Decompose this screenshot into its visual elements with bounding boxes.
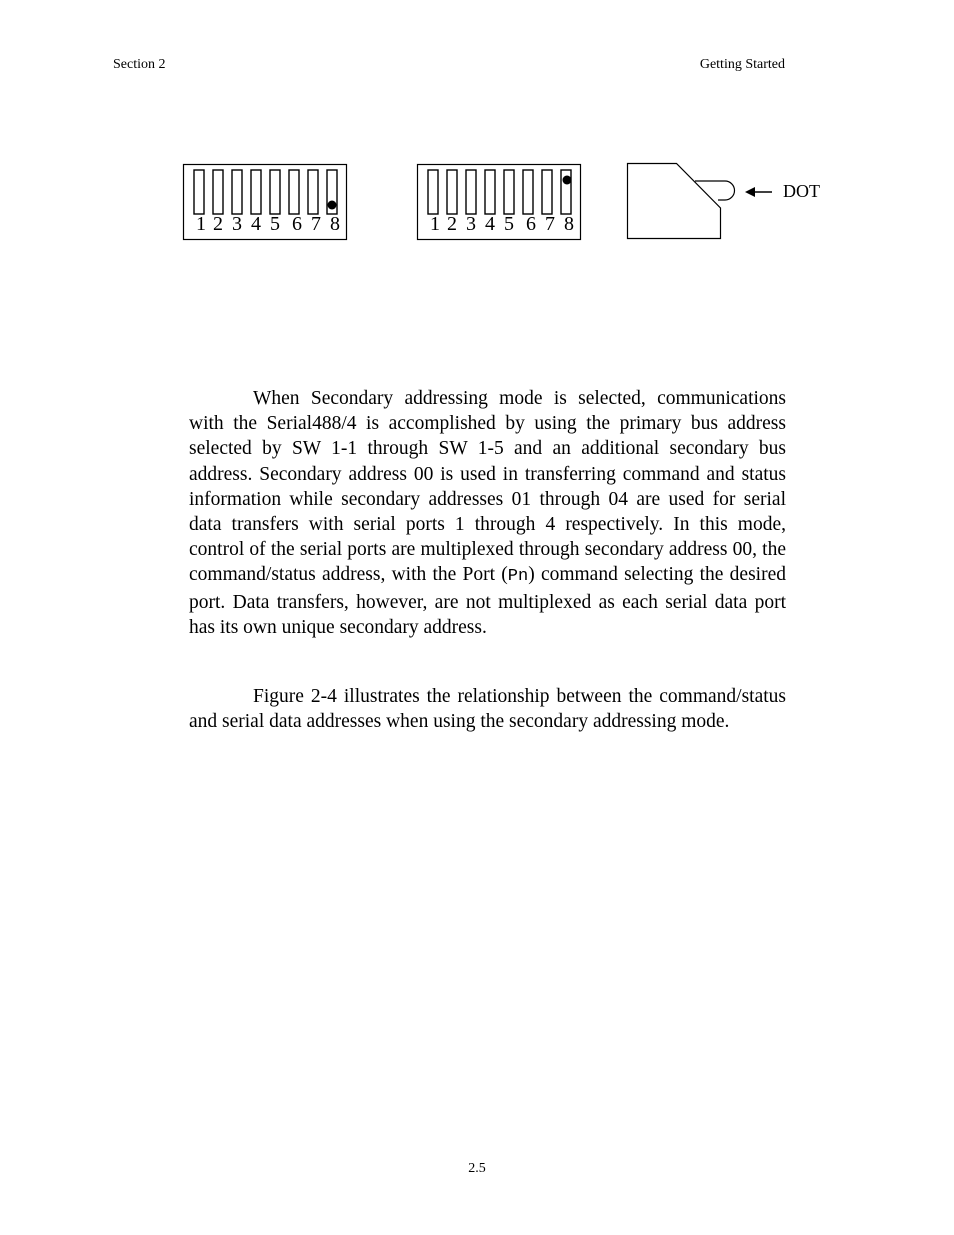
switch-label: 1 <box>196 213 206 235</box>
arrow-left-icon <box>745 187 772 197</box>
port-command-code: Pn <box>507 567 529 587</box>
switch-label: 4 <box>485 213 495 235</box>
switch-label: 7 <box>545 213 555 235</box>
chip-outline-diagram <box>628 164 821 239</box>
switch-label: 8 <box>330 213 340 235</box>
paragraph-secondary-addressing <box>189 386 786 640</box>
paragraph-text: When Secondary addressing mode is selected, communications with the Serial488/4 is accomplished by using the primary bus address selected by SW 1-1 through SW 1-5 and an additional secondary bus address. Secondary address 00 is used in transferring command and status information while secondary addresses 01 through 04 are used for serial data transfers with serial ports 1 through 4 respectively. In this mode, control of the serial ports are multiplexed through secondary address 00, the command/status address, with the Port ( <box>189 388 786 586</box>
switch-label: 5 <box>504 213 514 235</box>
paragraph-text: ) command selecting the desired port. Data transfers, however, are not multiplexed as each serial data port has its own unique secondary address. <box>189 564 786 638</box>
paragraph-figure-reference <box>189 684 786 734</box>
switch-label: 6 <box>292 213 302 235</box>
dip-switch-primary-mode <box>418 165 581 240</box>
chapter-header: Getting Started <box>699 57 785 72</box>
paragraph-text: Figure 2-4 illustrates the relationship between the command/status and serial data addresses when using the secondary addressing mode. <box>189 686 786 733</box>
switch-dot-indicator <box>328 201 337 210</box>
switch-label: 3 <box>466 213 476 235</box>
switch-label: 7 <box>311 213 321 235</box>
switch-label: 2 <box>447 213 457 235</box>
switch-label: 3 <box>232 213 242 235</box>
dot-label: DOT <box>783 181 820 201</box>
switch-label: 4 <box>251 213 261 235</box>
switch-label: 1 <box>430 213 440 235</box>
dip-switch-secondary-mode <box>184 165 347 240</box>
dip-switch-figure <box>0 0 954 300</box>
switch-label: 5 <box>270 213 280 235</box>
switch-dot-indicator <box>563 176 572 185</box>
section-header: Section 2 <box>113 57 166 72</box>
switch-label: 6 <box>526 213 536 235</box>
switch-label: 2 <box>213 213 223 235</box>
switch-label: 8 <box>564 213 574 235</box>
page-number: 2.5 <box>468 1161 486 1176</box>
